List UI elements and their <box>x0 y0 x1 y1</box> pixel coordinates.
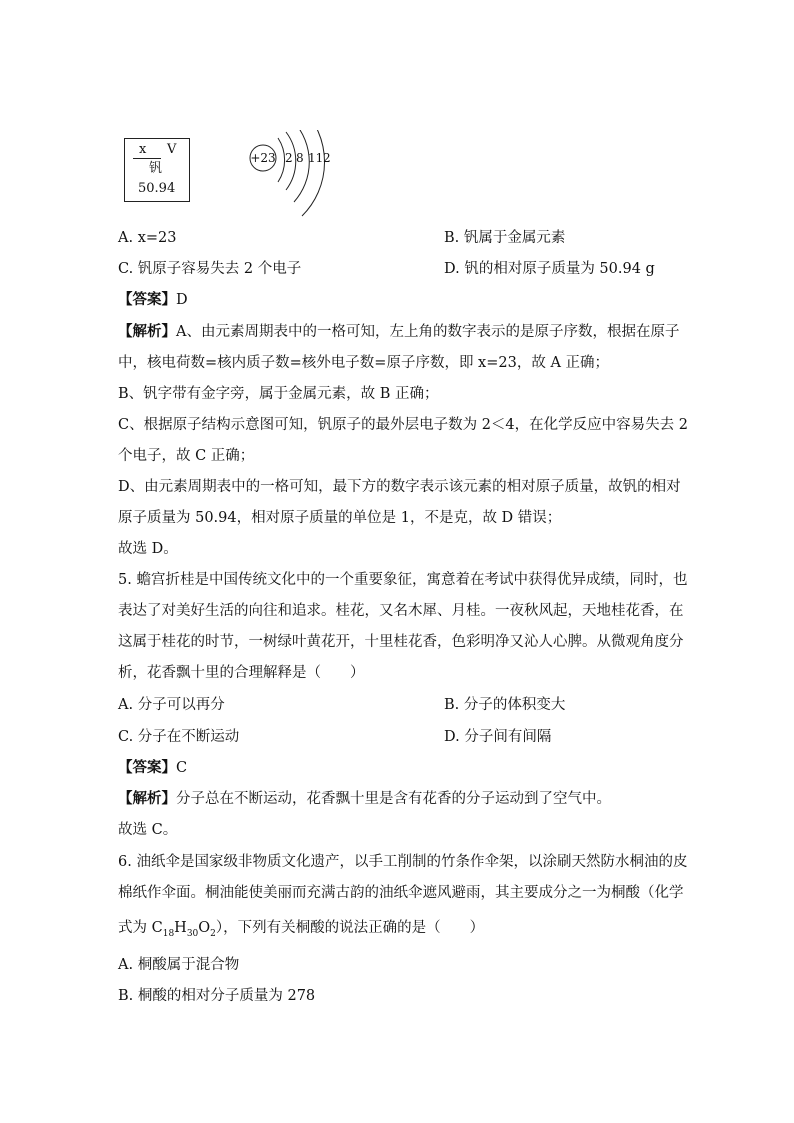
q4-analysis-line-3: B、钒字带有金字旁，属于金属元素，故 B 正确； <box>118 386 439 402</box>
q4-option-a: A. x=23 <box>118 230 177 246</box>
q4-conclusion: 故选 D。 <box>118 541 178 557</box>
q6-stem-line-2: 棉纸作伞面。桐油能使美丽而充满古韵的油纸伞遮风避雨，其主要成分之一为桐酸（化学 <box>118 885 684 901</box>
atomic-mass: 50.94 <box>138 181 176 196</box>
vanadium-figure <box>120 130 360 226</box>
q6-stem-line-1: 6. 油纸伞是国家级非物质文化遗产，以手工削制的竹条作伞架，以涂刷天然防水桐油的皮 <box>118 854 688 870</box>
formula-suffix: ），下列有关桐酸的说法正确的是（ ） <box>215 920 485 936</box>
shell-electrons-3: 11 <box>308 151 324 165</box>
q5-option-c: C. 分子在不断运动 <box>118 729 240 745</box>
hydrogen-subscript: 30 <box>186 928 199 939</box>
q5-option-b: B. 分子的体积变大 <box>444 697 566 713</box>
shell-arc-3 <box>294 130 309 202</box>
q5-conclusion: 故选 C。 <box>118 822 178 838</box>
q5-stem-line-4: 析，花香飘十里的合理解释是（ ） <box>118 665 365 681</box>
answer-value: D <box>176 292 188 308</box>
q5-stem-line-3: 这属于桂花的时节，一树绿叶黄花开，十里桂花香，色彩明净又沁人心脾。从微观角度分 <box>118 634 684 650</box>
shell-arc-4 <box>302 130 325 216</box>
q4-analysis-line-6: D、由元素周期表中的一格可知，最下方的数字表示该元素的相对原子质量，故钒的相对 <box>118 479 681 495</box>
q5-answer <box>118 758 187 778</box>
answer-label: 【答案】 <box>118 291 176 308</box>
q4-option-b: B. 钒属于金属元素 <box>444 230 566 246</box>
q4-analysis-line-7: 原子质量为 50.94，相对原子质量的单位是 1，不是克，故 D 错误； <box>118 510 562 526</box>
q4-option-d: D. 钒的相对原子质量为 50.94 g <box>444 261 655 277</box>
q5-stem-line-1: 5. 蟾宫折桂是中国传统文化中的一个重要象征，寓意着在考试中获得优异成绩，同时，也 <box>118 572 688 588</box>
q4-option-c: C. 钒原子容易失去 2 个电子 <box>118 261 302 277</box>
analysis-label: 【解析】 <box>118 323 176 340</box>
q6-stem-line-3 <box>118 918 484 944</box>
element-symbol: V <box>167 142 177 157</box>
shell-electrons-2: 8 <box>296 151 304 165</box>
q5-analysis-line-1 <box>118 789 611 809</box>
q4-analysis-line-1 <box>118 322 679 342</box>
answer-label: 【答案】 <box>118 759 176 776</box>
atomic-number: x <box>139 142 147 157</box>
q4-answer <box>118 290 188 310</box>
shell-arc-1 <box>278 138 285 182</box>
q5-option-d: D. 分子间有间隔 <box>444 729 552 745</box>
q6-option-a: A. 桐酸属于混合物 <box>118 957 240 973</box>
analysis-text: 分子总在不断运动，花香飘十里是含有花香的分子运动到了空气中。 <box>176 791 611 807</box>
carbon-subscript: 18 <box>162 928 175 939</box>
q5-stem-line-2: 表达了对美好生活的向往和追求。桂花，又名木犀、月桂。一夜秋风起，天地桂花香，在 <box>118 603 684 619</box>
oxygen-subscript: 2 <box>210 928 216 939</box>
shell-electrons-1: 2 <box>285 151 293 165</box>
q6-option-b: B. 桐酸的相对分子质量为 278 <box>118 988 316 1004</box>
shell-electrons-4: 2 <box>323 151 331 165</box>
q4-analysis-line-2: 中，核电荷数=核内质子数=核外电子数=原子序数，即 x=23，故 A 正确； <box>118 355 610 371</box>
answer-value: C <box>176 760 188 776</box>
q4-analysis-line-5: 个电子，故 C 正确； <box>118 448 255 464</box>
atomic-structure-diagram <box>120 130 360 226</box>
element-name: 钒 <box>149 161 163 176</box>
q5-option-a: A. 分子可以再分 <box>118 697 225 713</box>
oxygen-symbol: O <box>198 920 211 936</box>
hydrogen-symbol: H <box>174 920 187 936</box>
analysis-label: 【解析】 <box>118 790 176 807</box>
q4-analysis-line-4: C、根据原子结构示意图可知，钒原子的最外层电子数为 2＜4，在化学反应中容易失去 2 <box>118 417 688 433</box>
analysis-text: A、由元素周期表中的一格可知，左上角的数字表示的是原子序数，根据在原子 <box>176 324 680 340</box>
nucleus-label: +23 <box>250 151 276 165</box>
formula-prefix: 式为 C <box>118 920 163 936</box>
